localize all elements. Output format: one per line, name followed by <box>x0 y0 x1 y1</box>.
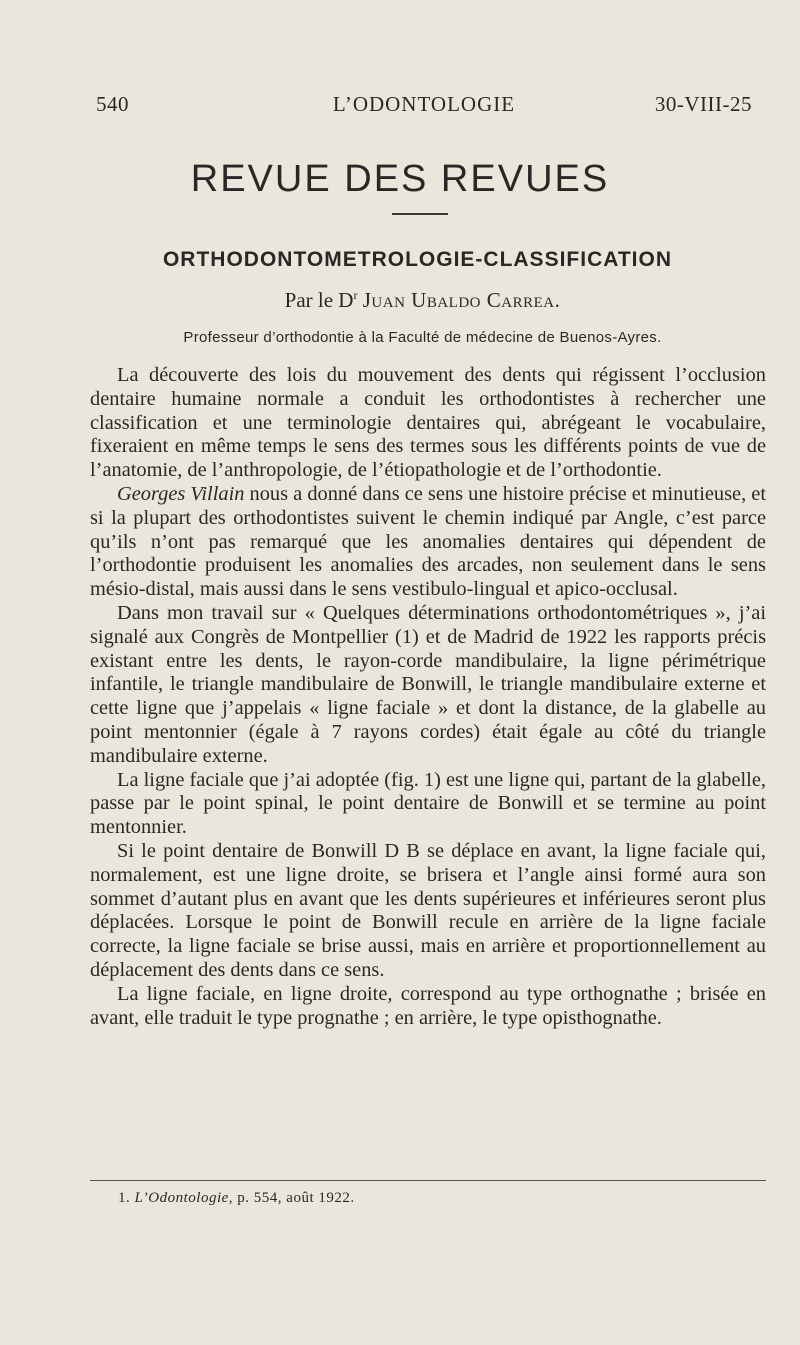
paragraph: La ligne faciale que j’ai adoptée (fig. 1) est une ligne qui, partant de la glabelle, passe par le point spinal, le point dentaire de Bonwill et se termine au point mentonnier. <box>90 768 766 839</box>
byline-sup: r <box>353 288 358 302</box>
cited-author: Georges Villain <box>117 482 245 505</box>
page-number: 540 <box>96 92 129 116</box>
article-body <box>90 364 766 1030</box>
section-title: REVUE DES REVUES <box>190 158 610 200</box>
title-divider <box>392 213 448 215</box>
paragraph: La ligne faciale, en ligne droite, correspond au type orthognathe ; brisée en avant, elle traduit le type prognathe ; en arrière, le type opisthognathe. <box>90 982 766 1029</box>
byline <box>0 288 800 313</box>
article-title: ORTHODONTOMETROLOGIE-CLASSIFICATION <box>162 248 673 271</box>
paragraph: La découverte des lois du mouvement des dents qui régissent l’occlusion dentaire humaine normale a conduit les orthodontistes à rechercher une classification et une terminologie dentaires qui, abrégeant le vocabulaire, fixeraient en même temps le sens des termes sous les différents points de vue de l’anatomie, de l’anthropologie, de l’étiopathologie et de l’orthodontie. <box>90 364 766 482</box>
footnote-journal: L’Odontologie, <box>134 1190 234 1206</box>
footnote-details: p. 554, août 1922. <box>233 1190 355 1206</box>
footnote-divider <box>90 1180 766 1181</box>
paragraph <box>90 483 766 602</box>
running-header <box>96 92 752 122</box>
footnote <box>118 1190 355 1207</box>
paragraph-text: nous a donné dans ce sens une histoire précise et minutieuse, et si la plupart des orthodontistes suivent le chemin indiqué par Angle, c’est parce qu’ils n’ont pas remarqué que les anomalies dentaires qui dépendent de l’orthodontie produisent les anomalies des arcades, non seulement dans le sens mésio-distal, mais aussi dans le sens vestibulo-lingual et apico-occlusal. <box>90 482 767 601</box>
byline-prefix: Par le D <box>284 288 354 312</box>
paragraph: Si le point dentaire de Bonwill D B se déplace en avant, la ligne faciale qui, normalement, est une ligne droite, se brisera et l’angle ainsi formé aura son sommet d’autant plus en avant que les dents supérieures et inférieures seront plus déplacées. Lorsque le point de Bonwill recule en arrière de la ligne faciale correcte, la ligne faciale se brise aussi, mais en arrière et proportionnellement au déplacement des dents dans ce sens. <box>90 839 766 981</box>
issue-date: 30-VIII-25 <box>654 92 752 116</box>
author-name: Juan Ubaldo Carrea. <box>362 288 561 312</box>
author-affiliation: Professeur d’orthodontie à la Faculté de médecine de Buenos-Ayres. <box>183 329 662 346</box>
paragraph: Dans mon travail sur « Quelques déterminations orthodontométriques », j’ai signalé aux Congrès de Montpellier (1) et de Madrid de 1922 les rapports précis existant entre les dents, le rayon-corde mandibulaire, la ligne périmétrique infantile, le triangle mandibulaire de Bonwill, le triangle mandibulaire externe et cette ligne que j’appelais « ligne faciale » et dont la distance, de la glabelle au point mentonnier (égale à 7 rayons cordes) était égale au côté du triangle mandibulaire externe. <box>90 601 766 767</box>
journal-title: L’ODONTOLOGIE <box>332 92 516 116</box>
footnote-number: 1. <box>118 1190 131 1206</box>
